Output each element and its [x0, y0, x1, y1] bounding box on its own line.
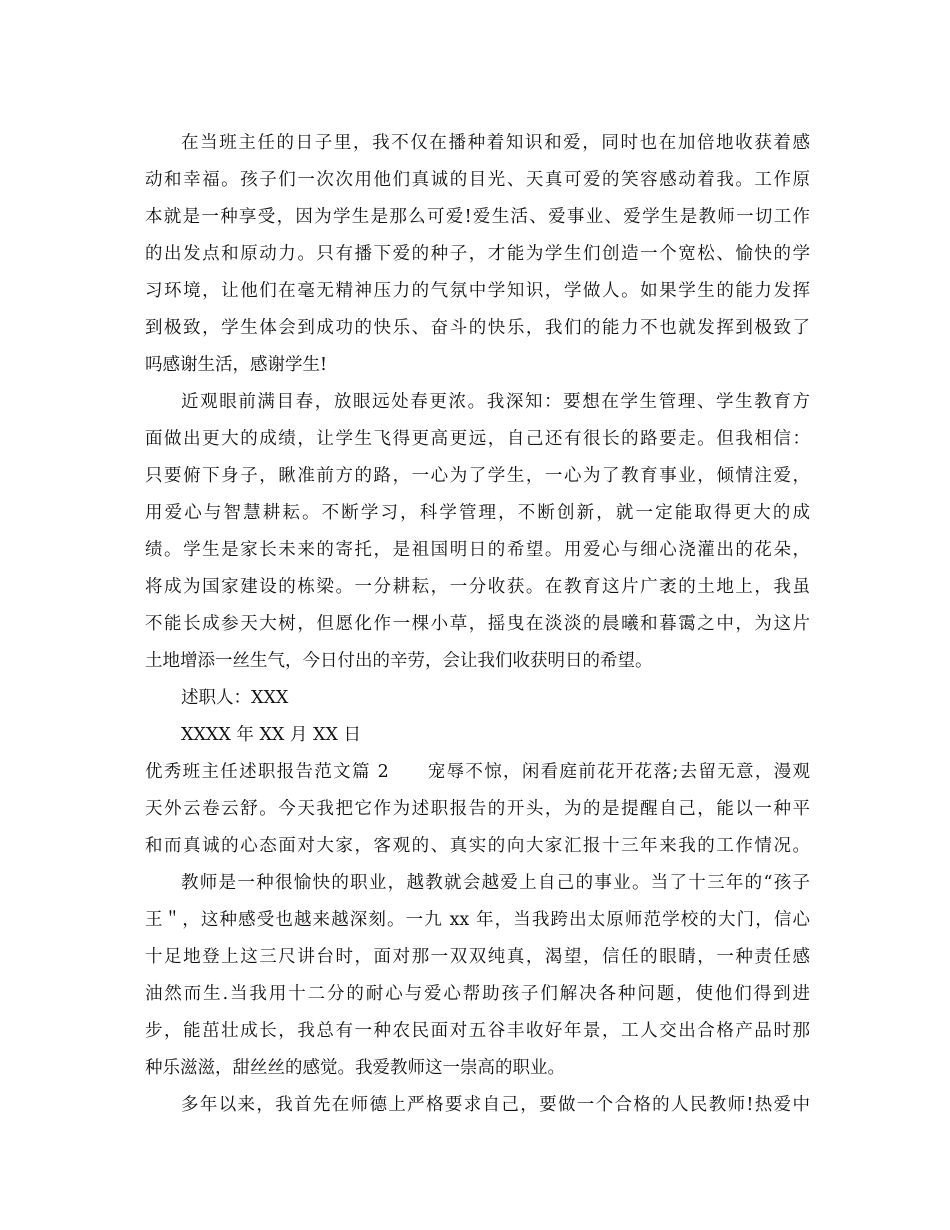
- paragraph-line: 绩。学生是家长未来的寄托，是祖国明日的希望。用爱心与细心浇灌出的花朵，: [145, 540, 810, 560]
- paragraph-line: 天外云卷云舒。今天我把它作为述职报告的开头，为的是提醒自己，能以一种平: [145, 799, 810, 819]
- paragraph-line: 多年以来，我首先在师德上严格要求自己，要做一个合格的人民教师!热爱中: [181, 1095, 810, 1115]
- paragraph-line: 教师是一种很愉快的职业，越教就会越爱上自己的事业。当了十三年的“孩子: [181, 873, 810, 893]
- section-title-line: 优秀班主任述职报告范文篇 2 宠辱不惊，闲看庭前花开花落;去留无意，漫观: [145, 762, 810, 782]
- paragraph-line: 习环境，让他们在毫无精神压力的气氛中学知识，学做人。如果学生的能力发挥: [145, 281, 810, 301]
- paragraph-line: 王＂，这种感受也越来越深刻。一九 xx 年，当我跨出太原师范学校的大门，信心: [145, 910, 810, 930]
- paragraph-line: 油然而生.当我用十二分的耐心与爱心帮助孩子们解决各种问题，使他们得到进: [145, 984, 810, 1004]
- paragraph-line: 种乐滋滋，甜丝丝的感觉。我爱教师这一崇高的职业。: [145, 1058, 565, 1078]
- paragraph-line: 动和幸福。孩子们一次次用他们真诚的目光、天真可爱的笑容感动着我。工作原: [145, 170, 810, 190]
- paragraph-line: 十足地登上这三尺讲台时，面对那一双双纯真，渴望，信任的眼睛，一种责任感: [145, 947, 810, 967]
- signature-line: 述职人：XXX: [181, 688, 289, 708]
- paragraph-line: 吗感谢生活，感谢学生!: [145, 355, 328, 375]
- paragraph-line: 只要俯下身子，瞅准前方的路，一心为了学生，一心为了教育事业，倾情注爱，: [145, 466, 810, 486]
- paragraph-line: 到极致，学生体会到成功的快乐、奋斗的快乐，我们的能力不也就发挥到极致了: [145, 318, 810, 338]
- paragraph-line: 步，能茁壮成长，我总有一种农民面对五谷丰收好年景，工人交出合格产品时那: [145, 1021, 810, 1041]
- paragraph-line: 近观眼前满目春，放眼远处春更浓。我深知：要想在学生管理、学生教育方: [181, 392, 810, 412]
- date-line: XXXX 年 XX 月 XX 日: [181, 725, 361, 745]
- paragraph-line: 不能长成参天大树，但愿化作一棵小草，摇曳在淡淡的晨曦和暮霭之中，为这片: [145, 614, 810, 634]
- paragraph-line: 用爱心与智慧耕耘。不断学习，科学管理，不断创新，就一定能取得更大的成: [145, 503, 810, 523]
- paragraph-line: 本就是一种享受，因为学生是那么可爱!爱生活、爱事业、爱学生是教师一切工作: [145, 207, 810, 227]
- paragraph-line: 和而真诚的心态面对大家，客观的、真实的向大家汇报十三年来我的工作情况。: [145, 836, 810, 856]
- paragraph-line: 的出发点和原动力。只有播下爱的种子，才能为学生们创造一个宽松、愉快的学: [145, 244, 810, 264]
- paragraph-line: 面做出更大的成绩，让学生飞得更高更远，自己还有很长的路要走。但我相信：: [145, 429, 810, 449]
- paragraph-line: 在当班主任的日子里，我不仅在播种着知识和爱，同时也在加倍地收获着感: [181, 133, 810, 153]
- paragraph-line: 将成为国家建设的栋梁。一分耕耘，一分收获。在教育这片广袤的土地上，我虽: [145, 577, 810, 597]
- paragraph-line: 土地增添一丝生气，今日付出的辛劳，会让我们收获明日的希望。: [145, 651, 653, 671]
